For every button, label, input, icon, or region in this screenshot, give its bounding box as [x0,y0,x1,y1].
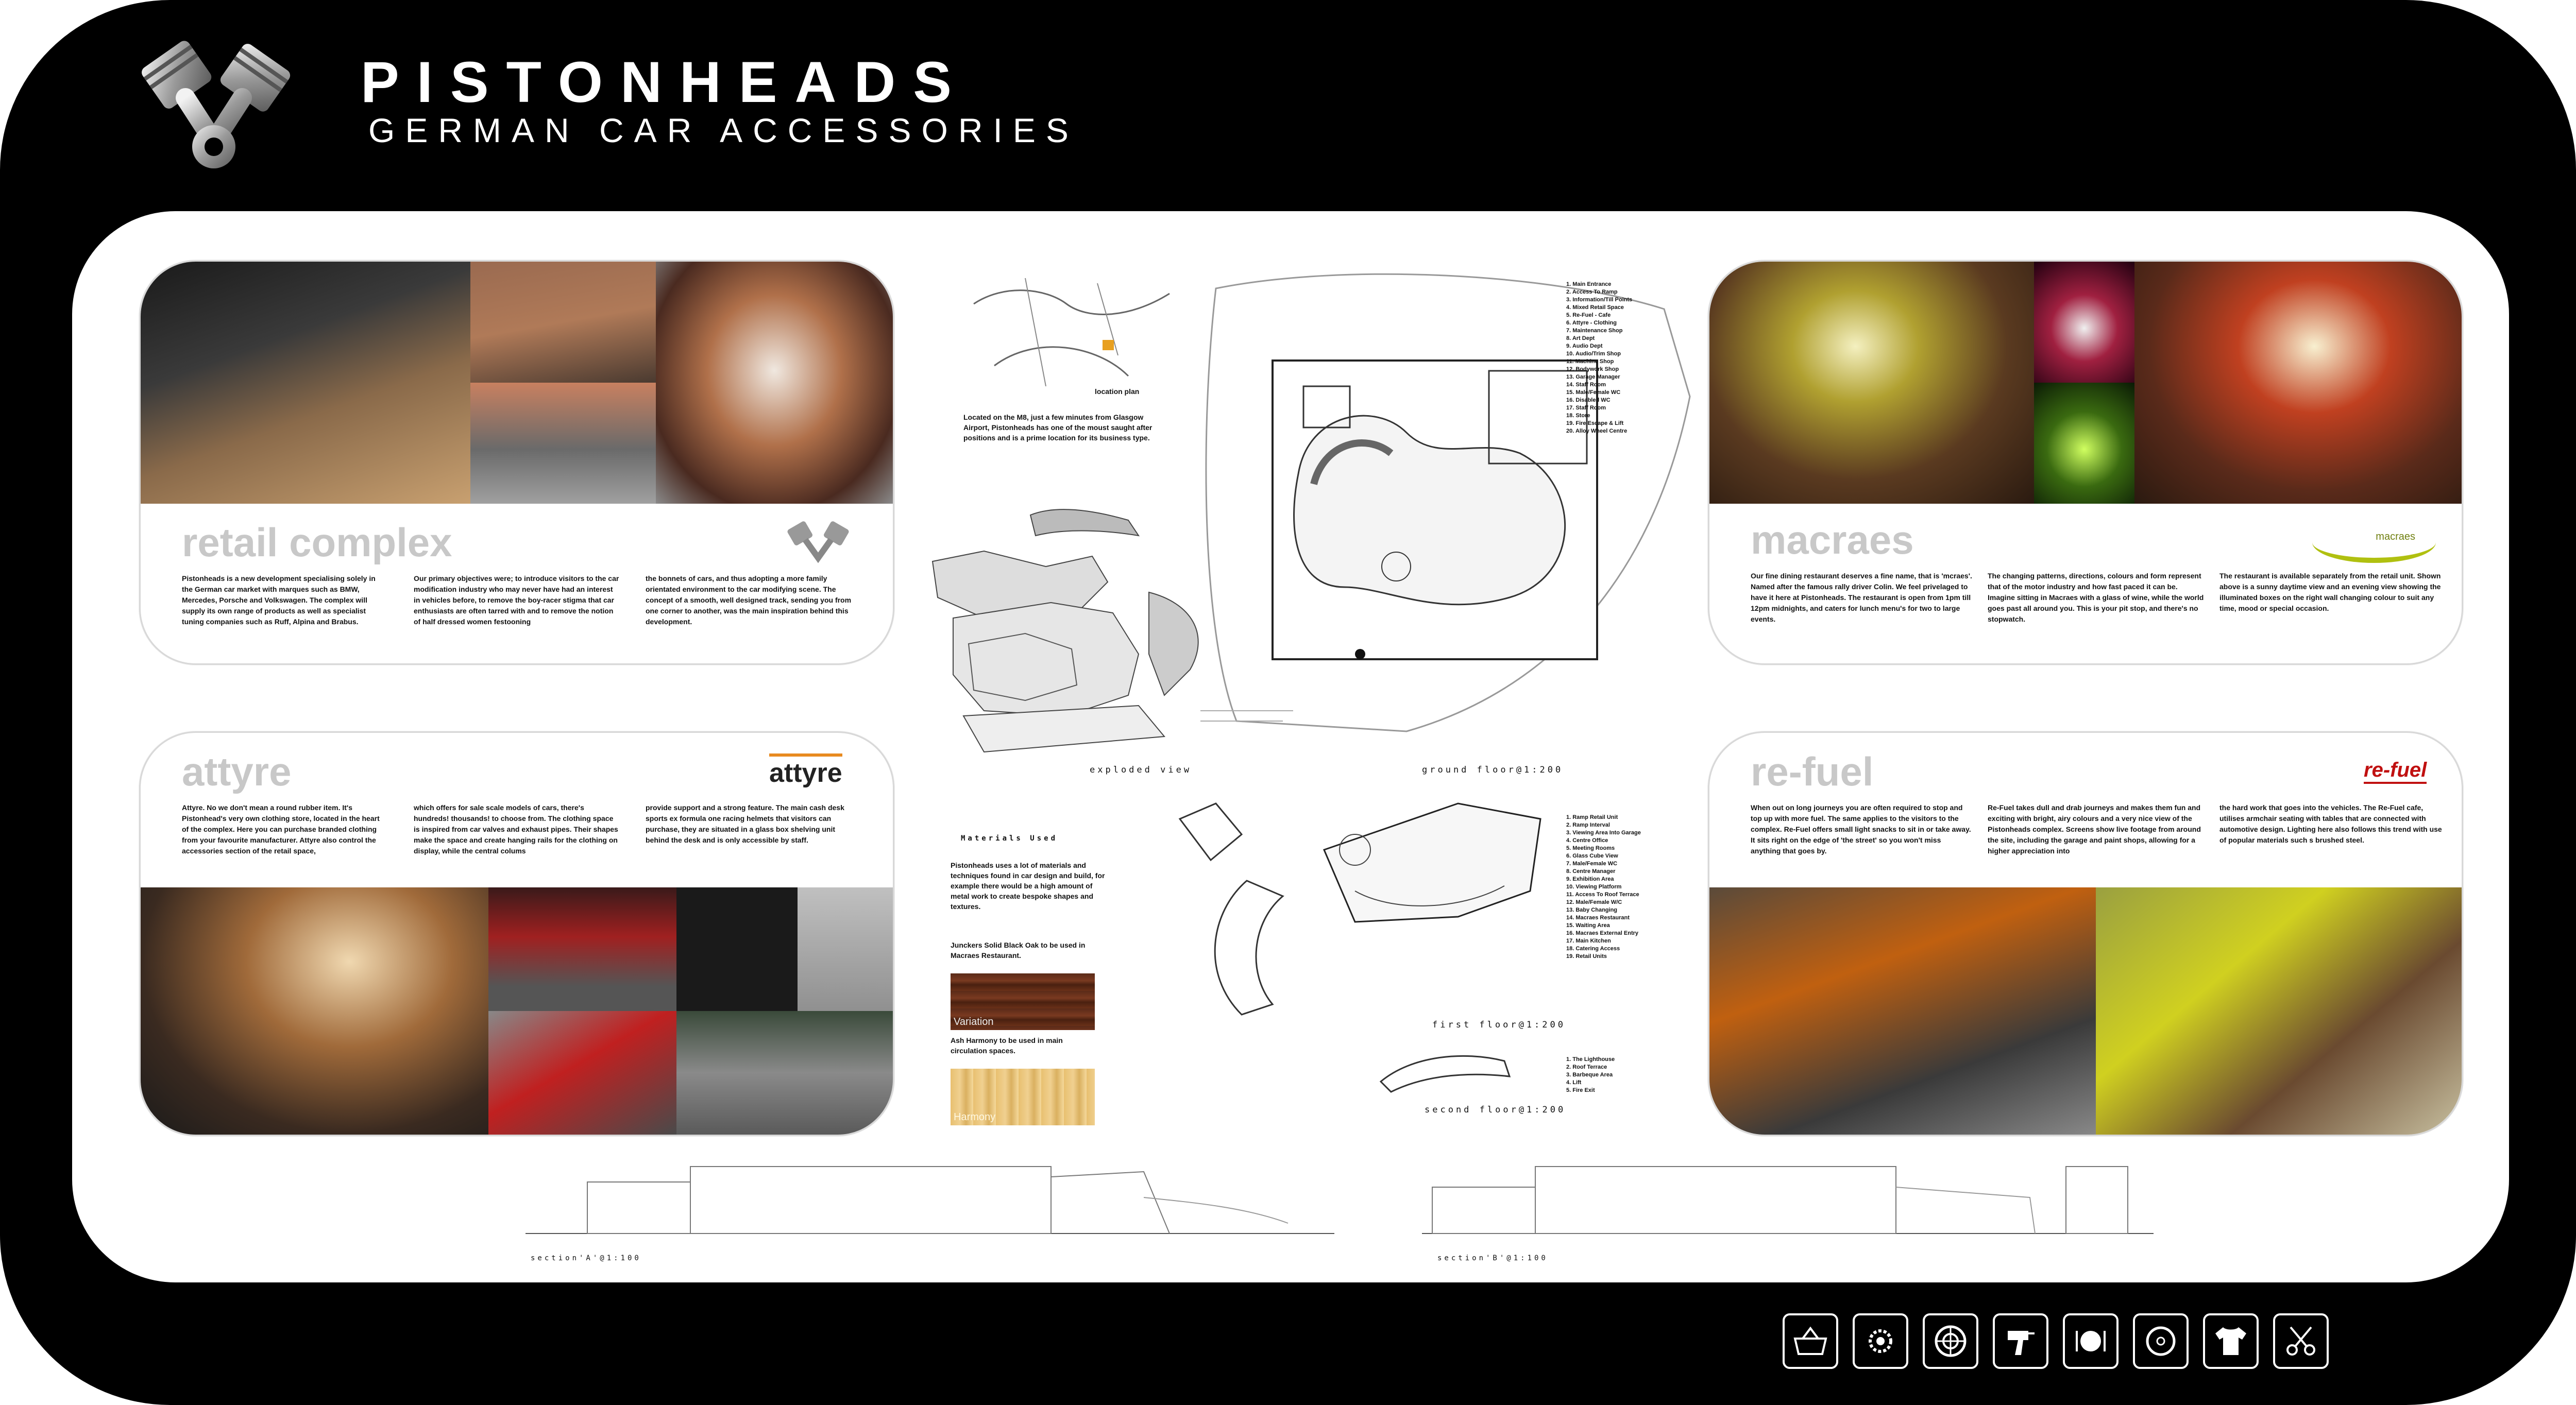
legend-item: 5. Fire Exit [1566,1087,1595,1093]
macraes-photo-1 [1709,262,2034,504]
legend-item: 1. Ramp Retail Unit [1566,814,1618,820]
ash-swatch-label: Harmony [954,1111,996,1123]
refuel-text-col3: the hard work that goes into the vehicles. The Re-Fuel cafe, utilises armchair seating with tables that are connected with automotive design. Lighting here also follows this trend with use of popular materials such s brushed steel. [2219,803,2442,844]
macraes-photo-3 [2034,383,2134,504]
legend-item: 10. Audio/Trim Shop [1566,351,1621,357]
piston-logo-icon [129,21,299,175]
macraes-title: macraes [1751,517,1914,562]
brand-title: PISTONHEADS [361,50,969,114]
basket-icon[interactable] [1783,1313,1838,1369]
legend-item: 13. Baby Changing [1566,907,1618,913]
macraes-photo-4 [2134,262,2462,504]
legend-item: 8. Art Dept [1566,335,1595,341]
legend-item: 14. Macraes Restaurant [1566,915,1630,921]
legend-item: 19. Retail Units [1566,953,1607,959]
legend-item: 17. Main Kitchen [1566,938,1611,944]
second-floor-caption: second floor@1:200 [1425,1105,1566,1115]
legend-item: 18. Store [1566,413,1590,419]
location-plan-label: location plan [1095,387,1140,396]
gear-icon[interactable] [1853,1313,1908,1369]
legend-item: 3. Barbeque Area [1566,1072,1613,1078]
legend-item: 8. Centre Manager [1566,868,1616,875]
legend-item: 7. Male/Female WC [1566,861,1618,867]
oak-swatch-label: Variation [954,1016,994,1027]
section-b-caption: section'B'@1:100 [1437,1254,1548,1262]
attyre-photo-6 [676,1011,893,1135]
section-a-drawing [526,1156,1334,1249]
section-b-drawing [1422,1156,2154,1249]
legend-item: 3. Viewing Area Into Garage [1566,830,1641,836]
legend-item: 3. Information/Till Points [1566,297,1633,303]
attyre-logo: attyre [769,753,842,789]
legend-item: 4. Mixed Retail Space [1566,304,1624,311]
ash-text: Ash Harmony to be used in main circulation spaces. [951,1036,1063,1055]
legend-item: 2. Access To Ramp [1566,289,1618,295]
ash-swatch [951,1069,1095,1125]
legend-item: 20. Alloy Wheel Centre [1566,428,1628,434]
retail-text-col1: Pistonheads is a new development specialising solely in the German car market with marques such as BMW, Mercedes, Porsche and Volkswagen. The complex will supply its own range of products as well as specialist tuning companies such as Ruff, Alpina and Brabus. [182,574,376,626]
retail-photo-2 [470,262,656,383]
macraes-logo-text: macraes [2376,531,2415,542]
tshirt-icon[interactable] [2203,1313,2259,1369]
oak-swatch [951,973,1095,1030]
legend-item: 6. Glass Cube View [1566,853,1618,859]
first-floor-legend [1566,814,1664,961]
attyre-photo-3 [676,887,798,1011]
plate-icon[interactable] [2063,1313,2119,1369]
first-floor-caption: first floor@1:200 [1432,1020,1566,1030]
refuel-logo: re-fuel [2364,759,2427,784]
location-plan [963,273,1195,391]
location-text: Located on the M8, just a few minutes from Glasgow Airport, Pistonheads has one of the moust saught after positions and is a prime location for its business type. [963,413,1153,442]
refuel-panel [1708,731,2463,1136]
legend-item: 14. Staff Room [1566,382,1606,388]
attyre-text-col1: Attyre. No we don't mean a round rubber item. It's Pistonhead's very own clothing store, located in the heart of the complex. Here you can purchase branded clothing from your favourite manufacturer. Attyre also control the accessories section of the retail space, [182,803,380,855]
legend-item: 5. Meeting Rooms [1566,845,1615,851]
attyre-photo-1 [141,887,488,1135]
legend-item: 11. Access To Roof Terrace [1566,892,1639,898]
presentation-board [72,211,2509,1282]
ground-floor-legend [1566,281,1659,435]
retail-panel [139,260,894,665]
attyre-text-col2: which offers for sale scale models of cars, there's hundreds! thousands! to choose from. The clothing space is inspired from car valves and exhaust pipes. Their shapes make the space and create hanging rails for the clothing on display, while the central colums [414,803,618,855]
second-floor-legend [1566,1056,1659,1094]
legend-item: 11. Machine Shop [1566,358,1614,365]
first-floor-plan [1170,788,1561,1046]
macraes-photo-2 [2034,262,2134,383]
legend-item: 16. Macraes External Entry [1566,930,1639,936]
spray-gun-icon[interactable] [1993,1313,2048,1369]
piston-small-icon [785,519,852,566]
legend-item: 4. Centre Office [1566,837,1608,844]
legend-item: 12. Male/Female W/C [1566,899,1622,905]
macraes-text-col3: The restaurant is available separately from the retail unit. Shown above is a sunny daytime view and an evening view showing the illuminated boxes on the right wall changing colour to suit any time, mood or special occasion. [2219,572,2441,612]
exploded-view-caption: exploded view [1090,765,1192,775]
attyre-photo-5 [488,1011,676,1135]
legend-item: 5. Re-Fuel - Cafe [1566,312,1611,318]
macraes-panel [1708,260,2463,665]
macraes-text-col2: The changing patterns, directions, colours and form represent that of the motor industry and how fast paced it can be. Imagine sitting in Macraes with a glass of wine, while the world goes past all around you. This is your pit stop, and there's no stopwatch. [1988,572,2204,623]
refuel-text-col1: When out on long journeys you are often required to stop and top up with more fuel. The same applies to the visitors to the complex. Re-Fuel offers small light snacks to sit in or take away. It sits right on the edge of 'the street' so you won't miss anything that goes by. [1751,803,1971,855]
legend-item: 9. Exhibition Area [1566,876,1614,882]
retail-text-col3: the bonnets of cars, and thus adopting a more family orientated environment to the car modifying scene. The concept of a smooth, well designed track, sending you from one corner to another, was the main inspiration behind this development. [646,574,852,626]
legend-item: 10. Viewing Platform [1566,884,1622,890]
macraes-text-col1: Our fine dining restaurant deserves a fine name, that is 'mcraes'. Named after the famous rally driver Colin. We feel privelaged to have it here at Pistonheads. The restaurant is open from 1pm till 12pm midnights, and caters for lunch menu's for two to large events. [1751,572,1972,623]
attyre-title: attyre [182,749,292,794]
legend-item: 6. Attyre - Clothing [1566,320,1617,326]
legend-item: 7. Maintenance Shop [1566,328,1623,334]
retail-photo-1 [141,262,470,504]
retail-photo-4 [656,262,893,504]
legend-item: 1. The Lighthouse [1566,1056,1615,1063]
legend-item: 13. Garage Manager [1566,374,1620,380]
materials-text: Pistonheads uses a lot of materials and techniques found in car design and build, for example there would be a high amount of metal work to create bespoke shapes and textures. [951,861,1105,911]
retail-title: retail complex [182,520,452,565]
brand-tagline: GERMAN CAR ACCESSORIES [368,111,1079,149]
icon-toolbar [1783,1313,2329,1370]
legend-item: 16. Disabled WC [1566,397,1611,403]
macraes-logo [2312,522,2436,563]
attyre-panel [139,731,894,1136]
legend-item: 1. Main Entrance [1566,281,1612,287]
legend-item: 19. Fire Escape & Lift [1566,420,1624,426]
attyre-photo-2 [488,887,676,1011]
refuel-photo-2 [2096,887,2462,1135]
legend-item: 4. Lift [1566,1080,1582,1086]
ground-floor-caption: ground floor@1:200 [1422,765,1564,775]
legend-item: 12. Bodywork Shop [1566,366,1619,372]
wheel-icon[interactable] [1923,1313,1978,1369]
legend-item: 9. Audio Dept [1566,343,1603,349]
legend-item: 15. Male/Female WC [1566,389,1621,396]
attyre-text-col3: provide support and a strong feature. The main cash desk sports ex formula one racing helmets that visitors can purchase, they are situated in a glass box shelving unit behind the desk and is only accessible by staff. [646,803,844,844]
legend-item: 18. Catering Access [1566,946,1620,952]
legend-item: 15. Waiting Area [1566,922,1610,929]
refuel-title: re-fuel [1751,749,1874,794]
attyre-photo-4 [798,887,893,1011]
scissors-icon[interactable] [2273,1313,2329,1369]
legend-item: 17. Staff Room [1566,405,1606,411]
refuel-text-col2: Re-Fuel takes dull and drab journeys and makes them fun and exciting with bright, airy colours and a very nice view of the Pistonheads complex. Screens show live footage from around the site, including the garage and paint shops, allowing for a higher appreciation into [1988,803,2201,855]
second-floor-plan [1370,1046,1525,1097]
section-a-caption: section'A'@1:100 [531,1254,641,1262]
refuel-photo-1 [1709,887,2096,1135]
retail-photo-3 [470,383,656,504]
legend-item: 2. Ramp Interval [1566,822,1610,828]
materials-title: Materials Used [961,834,1058,843]
disc-icon[interactable] [2133,1313,2189,1369]
oak-text: Junckers Solid Black Oak to be used in Macraes Restaurant. [951,941,1086,959]
legend-item: 2. Roof Terrace [1566,1064,1607,1070]
retail-text-col2: Our primary objectives were; to introduce visitors to the car modification industry who may never have had an interest in vehicles before, to remove the boy-racer stigma that car enthusiasts are often tarred with and to remove the notion of half dressed women festooning [414,574,619,626]
